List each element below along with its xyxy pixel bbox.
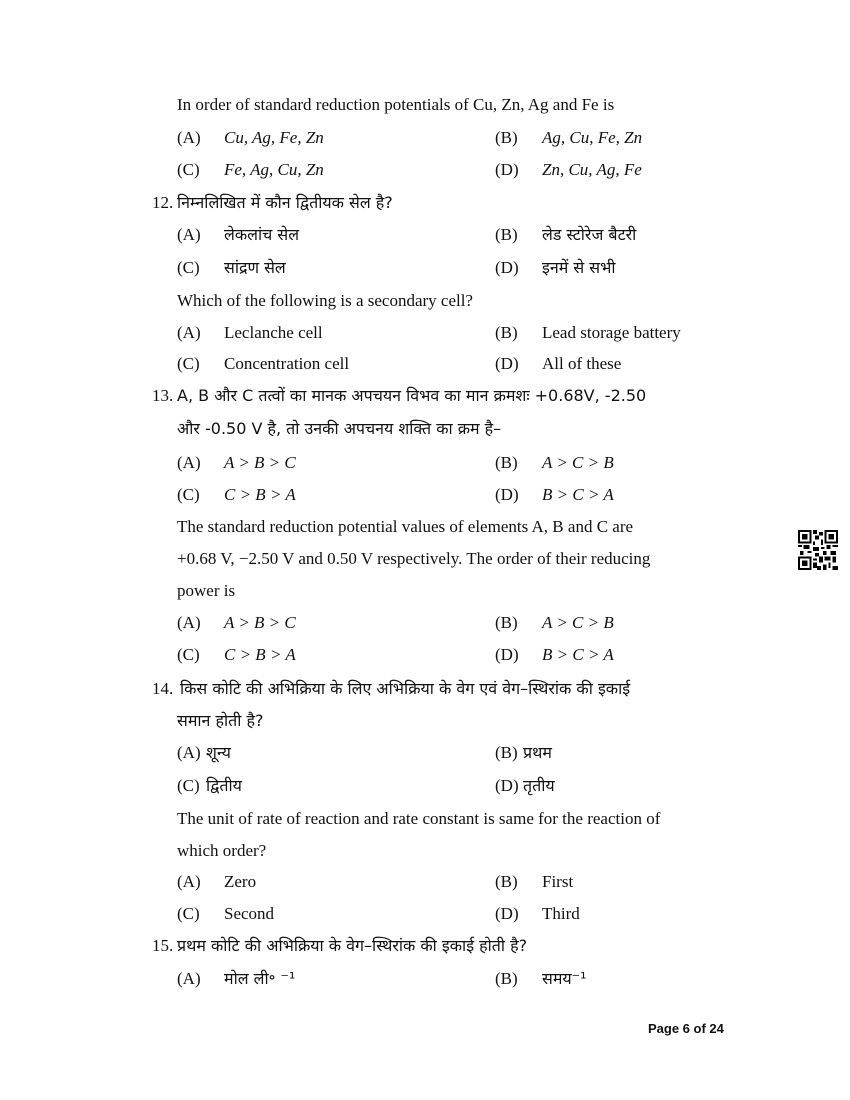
option-label: (C) <box>177 485 200 504</box>
option-text: Leclanche cell <box>224 323 323 342</box>
option-label: (A) <box>177 743 201 762</box>
q15-hindi-text: प्रथम कोटि की अभिक्रिया के वेग–स्थिरांक की इकाई होती है? <box>177 936 528 955</box>
option-label: (D) <box>495 485 519 504</box>
option-label: (B) <box>495 872 518 891</box>
option-text: B > C > A <box>542 645 614 664</box>
option-label: (B) <box>495 453 518 472</box>
question-number: 14. <box>152 679 174 698</box>
option-text: समय⁻¹ <box>542 969 587 988</box>
option-label: (C) <box>177 160 200 179</box>
q12-english-text: Which of the following is a secondary cell? <box>177 291 473 310</box>
option-label: (D) <box>495 354 519 373</box>
q13-english-line2: +0.68 V, −2.50 V and 0.50 V respectively. The order of their reducing <box>177 549 651 568</box>
question-number: 15. <box>152 936 174 955</box>
option-label: (B) <box>495 969 518 988</box>
option-text: Third <box>542 904 580 923</box>
option-text: शून्य <box>206 743 231 762</box>
option-label: (C) <box>177 776 200 795</box>
option-text: A > B > C <box>224 453 296 472</box>
option-label: (B) <box>495 225 518 244</box>
option-label: (A) <box>177 969 201 988</box>
option-label: (A) <box>177 453 201 472</box>
q13-hindi-line1: A, B और C तत्वों का मानक अपचयन विभव का मान क्रमशः +0.68V, -2.50 <box>177 386 647 405</box>
q14-english-line1: The unit of rate of reaction and rate constant is same for the reaction of <box>177 809 661 828</box>
option-text: सांद्रण सेल <box>224 258 286 277</box>
option-text: C > B > A <box>224 645 296 664</box>
option-text: Concentration cell <box>224 354 350 373</box>
option-text: लेड स्टोरेज बैटरी <box>542 225 637 244</box>
option-text: All of these <box>542 354 622 373</box>
option-text: Zn, Cu, Ag, Fe <box>542 160 642 179</box>
option-label: (D) <box>495 645 519 664</box>
option-text: Cu, Ag, Fe, Zn <box>224 128 324 147</box>
option-label: (A) <box>177 225 201 244</box>
q11-text: In order of standard reduction potentials of Cu, Zn, Ag and Fe is <box>177 95 615 114</box>
option-text: तृतीय <box>523 776 555 795</box>
q14-hindi-line2: समान होती है? <box>177 711 264 730</box>
option-label: (C) <box>177 904 200 923</box>
option-label: (B) <box>495 613 518 632</box>
question-number: 13. <box>152 386 174 405</box>
option-text: इनमें से सभी <box>542 258 616 277</box>
question-number: 12. <box>152 193 174 212</box>
option-text: A > C > B <box>542 613 614 632</box>
option-text: प्रथम <box>523 743 552 762</box>
option-label: (D) <box>495 258 519 277</box>
option-text: Second <box>224 904 275 923</box>
option-text: Zero <box>224 872 257 891</box>
option-text: द्वितीय <box>206 776 242 795</box>
option-label: (B) <box>495 743 518 762</box>
option-text: First <box>542 872 574 891</box>
option-text: C > B > A <box>224 485 296 504</box>
option-label: (A) <box>177 128 201 147</box>
option-text: B > C > A <box>542 485 614 504</box>
option-label: (A) <box>177 323 201 342</box>
option-text: Lead storage battery <box>542 323 681 342</box>
option-label: (D) <box>495 776 519 795</box>
q14-english-line2: which order? <box>177 841 267 860</box>
option-text: लेकलांच सेल <box>224 225 300 244</box>
q13-english-line3: power is <box>177 581 236 600</box>
q13-english-line1: The standard reduction potential values of elements A, B and C are <box>177 517 634 536</box>
option-text: A > B > C <box>224 613 296 632</box>
option-text: A > C > B <box>542 453 614 472</box>
option-label: (C) <box>177 354 200 373</box>
option-label: (A) <box>177 613 201 632</box>
q12-hindi-text: निम्नलिखित में कौन द्वितीयक सेल है? <box>177 193 393 212</box>
option-text: मोल ली॰ ⁻¹ <box>224 969 296 988</box>
option-label: (C) <box>177 258 200 277</box>
q14-hindi-line1: किस कोटि की अभिक्रिया के लिए अभिक्रिया के वेग एवं वेग–स्थिरांक की इकाई <box>180 679 631 698</box>
qr-code-icon <box>798 530 838 570</box>
option-label: (D) <box>495 160 519 179</box>
option-label: (C) <box>177 645 200 664</box>
option-label: (B) <box>495 323 518 342</box>
option-text: Ag, Cu, Fe, Zn <box>542 128 643 147</box>
page-number: Page 6 of 24 <box>648 1021 724 1036</box>
option-label: (B) <box>495 128 518 147</box>
option-label: (A) <box>177 872 201 891</box>
q13-hindi-line2: और -0.50 V है, तो उनकी अपचनय शक्ति का क्रम है– <box>177 419 502 438</box>
option-text: Fe, Ag, Cu, Zn <box>224 160 324 179</box>
option-label: (D) <box>495 904 519 923</box>
